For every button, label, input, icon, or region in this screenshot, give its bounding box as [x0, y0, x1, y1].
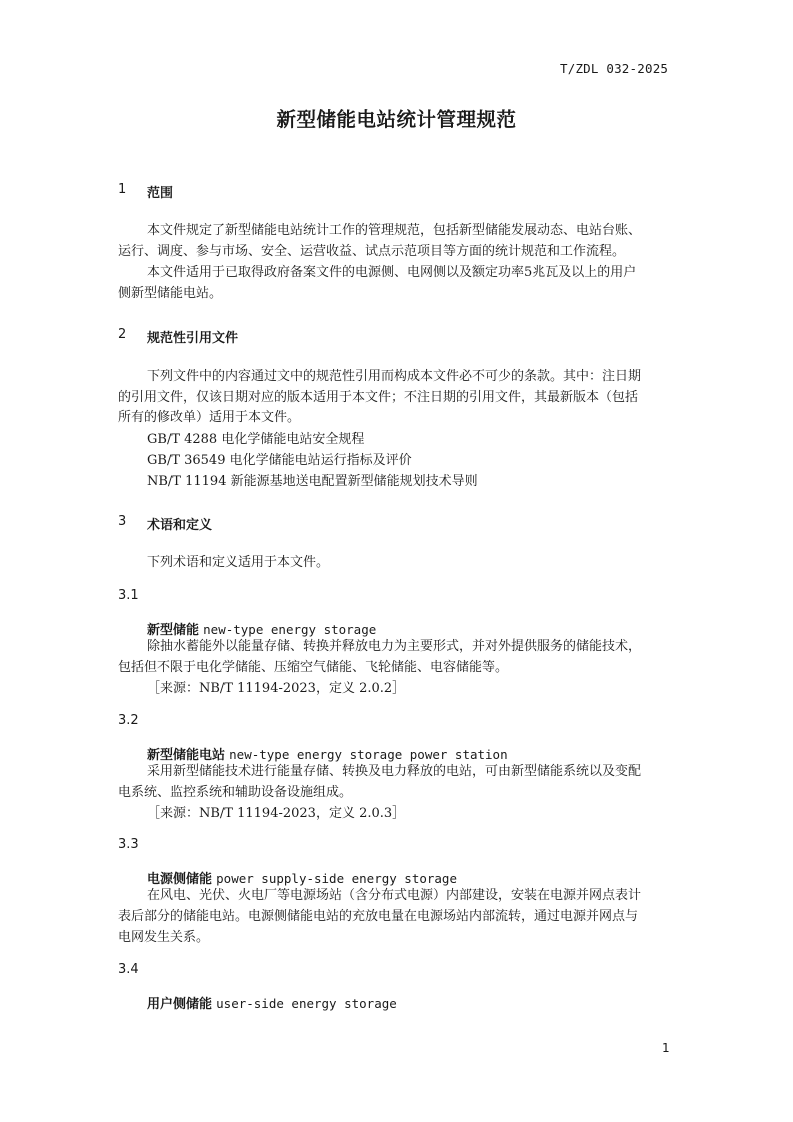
standard-code: T/ZDL 032-2025 — [560, 61, 669, 76]
section-1-para-2-line-1: 本文件适用于已取得政府备案文件的电源侧、电网侧以及额定功率5兆瓦及以上的用户 — [147, 265, 637, 280]
section-1-para-1-line-1: 本文件规定了新型储能电站统计工作的管理规范，包括新型储能发展动态、电站台账、 — [147, 223, 642, 238]
section-2-title: 规范性引用文件 — [147, 331, 239, 346]
section-2-number: 2 — [118, 327, 127, 342]
reference-item: GB/T 36549 电化学储能电站运行指标及评价 — [147, 453, 412, 468]
term-3-2-number: 3.2 — [118, 713, 139, 728]
term-3-3-def-line-3: 电网发生关系。 — [118, 930, 210, 945]
reference-item: GB/T 4288 电化学储能电站安全规程 — [147, 432, 365, 447]
section-1-number: 1 — [118, 182, 127, 197]
term-3-3-en: power supply-side energy storage — [216, 871, 457, 886]
term-3-1-en: new-type energy storage — [203, 622, 377, 637]
term-3-1-zh: 新型储能 — [147, 623, 200, 638]
section-1-para-1-line-2: 运行、调度、参与市场、安全、运营收益、试点示范项目等方面的统计规范和工作流程。 — [118, 244, 626, 259]
reference-item: NB/T 11194 新能源基地送电配置新型储能规划技术导则 — [147, 474, 478, 489]
term-3-1-number: 3.1 — [118, 588, 139, 603]
term-3-3-number: 3.3 — [118, 837, 139, 852]
document-title: 新型储能电站统计管理规范 — [276, 108, 517, 131]
term-3-2-def-line-2: 电系统、监控系统和辅助设备设施组成。 — [118, 785, 353, 800]
section-1-title: 范围 — [147, 186, 174, 201]
term-3-2-en: new-type energy storage power station — [229, 747, 508, 762]
term-3-4-number: 3.4 — [118, 962, 139, 977]
term-3-2-source: ［来源：NB/T 11194-2023，定义 2.0.3］ — [147, 806, 406, 821]
section-1-para-2-line-2: 侧新型储能电站。 — [118, 286, 223, 301]
section-2-para-line-2: 的引用文件，仅该日期对应的版本适用于本文件；不注日期的引用文件，其最新版本（包括 — [118, 390, 639, 405]
term-3-4-zh: 用户侧储能 — [147, 997, 213, 1012]
term-3-2-def-line-1: 采用新型储能技术进行能量存储、转换及电力释放的电站，可由新型储能系统以及变配 — [147, 764, 642, 779]
term-3-3-zh: 电源侧储能 — [147, 872, 213, 887]
term-3-4-heading — [147, 993, 397, 1012]
term-3-2-zh: 新型储能电站 — [147, 748, 226, 763]
section-3-number: 3 — [118, 514, 127, 529]
term-3-4-en: user-side energy storage — [216, 996, 397, 1011]
section-3-intro: 下列术语和定义适用于本文件。 — [147, 555, 330, 570]
term-3-1-source: ［来源：NB/T 11194-2023，定义 2.0.2］ — [147, 681, 406, 696]
section-2-para-line-1: 下列文件中的内容通过文中的规范性引用而构成本文件必不可少的条款。其中：注日期 — [147, 369, 642, 384]
term-3-3-def-line-2: 表后部分的储能电站。电源侧储能电站的充放电量在电源场站内部流转，通过电源并网点与 — [118, 909, 639, 924]
page-number: 1 — [662, 1041, 670, 1055]
term-3-1-def-line-2: 包括但不限于电化学储能、压缩空气储能、飞轮储能、电容储能等。 — [118, 660, 509, 675]
section-2-para-line-3: 所有的修改单）适用于本文件。 — [118, 410, 301, 425]
term-3-1-def-line-1: 除抽水蓄能外以能量存储、转换并释放电力为主要形式，并对外提供服务的储能技术， — [147, 639, 642, 654]
term-3-3-def-line-1: 在风电、光伏、火电厂等电源场站（含分布式电源）内部建设，安装在电源并网点表计 — [147, 888, 642, 903]
section-3-title: 术语和定义 — [147, 518, 213, 533]
